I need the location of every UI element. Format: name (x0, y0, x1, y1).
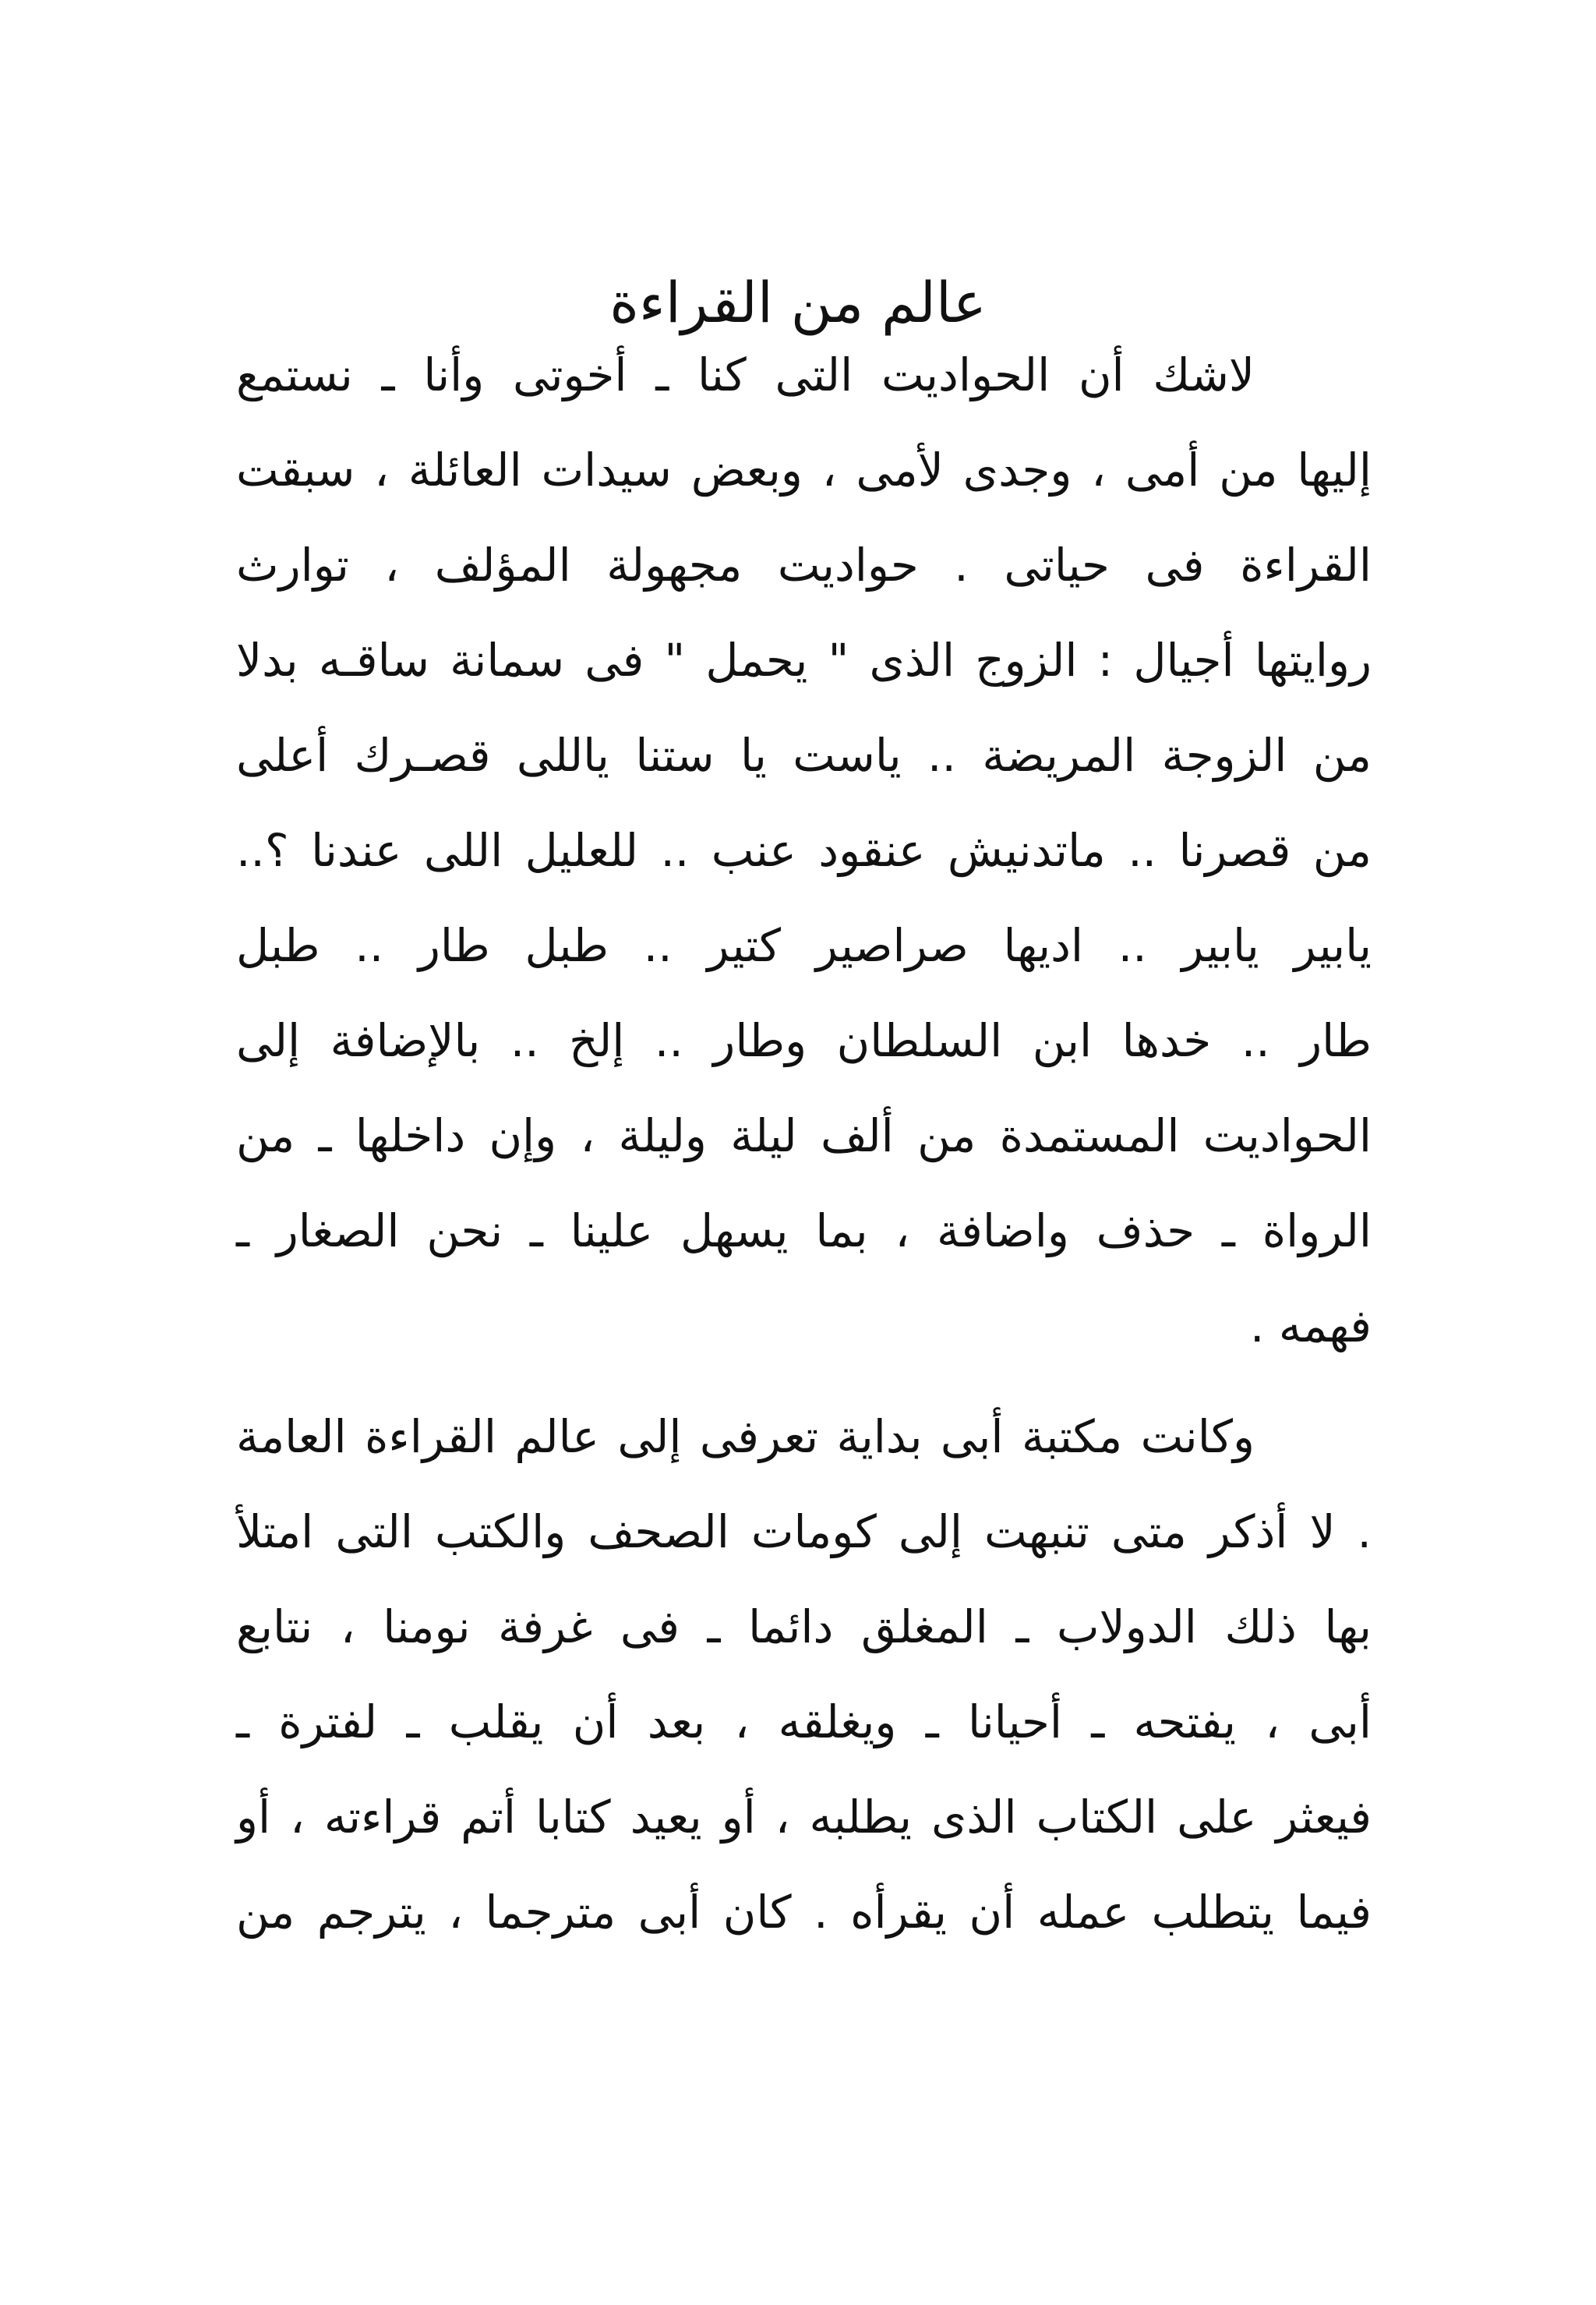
paragraph-line: فيعثر على الكتاب الذى يطلبه ، أو يعيد كتابا أتم قراءته ، أو (236, 1791, 1372, 1844)
paragraph-line: إليها من أمى ، وجدى لأمى ، وبعض سيدات العائلة ، سبقت (236, 444, 1372, 497)
paragraph-line: يابير يابير .. اديها صراصير كتير .. طبل طار .. طبل (236, 919, 1372, 972)
paragraph-line: أبى ، يفتحه ـ أحيانا ـ ويغلقه ، بعد أن يقلب ـ لفترة ـ (236, 1695, 1372, 1748)
page-title: عالم من القراءة (609, 270, 987, 335)
paragraph-line: وكانت مكتبة أبى بداية تعرفى إلى عالم القراءة العامة (236, 1410, 1255, 1463)
paragraph-line: من الزوجة المريضة .. ياست يا ستنا ياللى قصـرك أعلى (236, 729, 1372, 782)
paragraph-line: الرواة ـ حذف واضافة ، بما يسهل علينا ـ نحن الصغار ـ (236, 1204, 1372, 1257)
paragraph-line: . لا أذكر متى تنبهت إلى كومات الصحف والكتب التى امتلأ (236, 1505, 1372, 1558)
paragraph-line: طار .. خدها ابن السلطان وطار .. إلخ .. بالإضافة إلى (236, 1014, 1372, 1067)
paragraph-line: القراءة فى حياتى . حواديت مجهولة المؤلف ، توارث (236, 539, 1372, 592)
paragraph-line: فهمه . (1250, 1299, 1372, 1352)
paragraph-line: روايتها أجيال : الزوج الذى " يحمل " فى سمانة ساقـه بدلا (236, 634, 1372, 687)
paragraph-line: بها ذلك الدولاب ـ المغلق دائما ـ فى غرفة نومنا ، نتابع (236, 1600, 1372, 1653)
paragraph-line: لاشك أن الحواديت التى كنا ـ أخوتى وأنا ـ نستمع (236, 348, 1255, 401)
paragraph-1 (236, 327, 1372, 1373)
paragraph-line: من قصرنا .. ماتدنيش عنقود عنب .. للعليل اللى عندنا ؟.. (236, 824, 1372, 877)
paragraph-line: فيما يتطلب عمله أن يقرأه . كان أبى مترجما ، يترجم من (236, 1886, 1372, 1939)
paragraph-line: الحواديت المستمدة من ألف ليلة وليلة ، وإن داخلها ـ من (236, 1109, 1372, 1162)
paragraph-2 (236, 1389, 1372, 1960)
